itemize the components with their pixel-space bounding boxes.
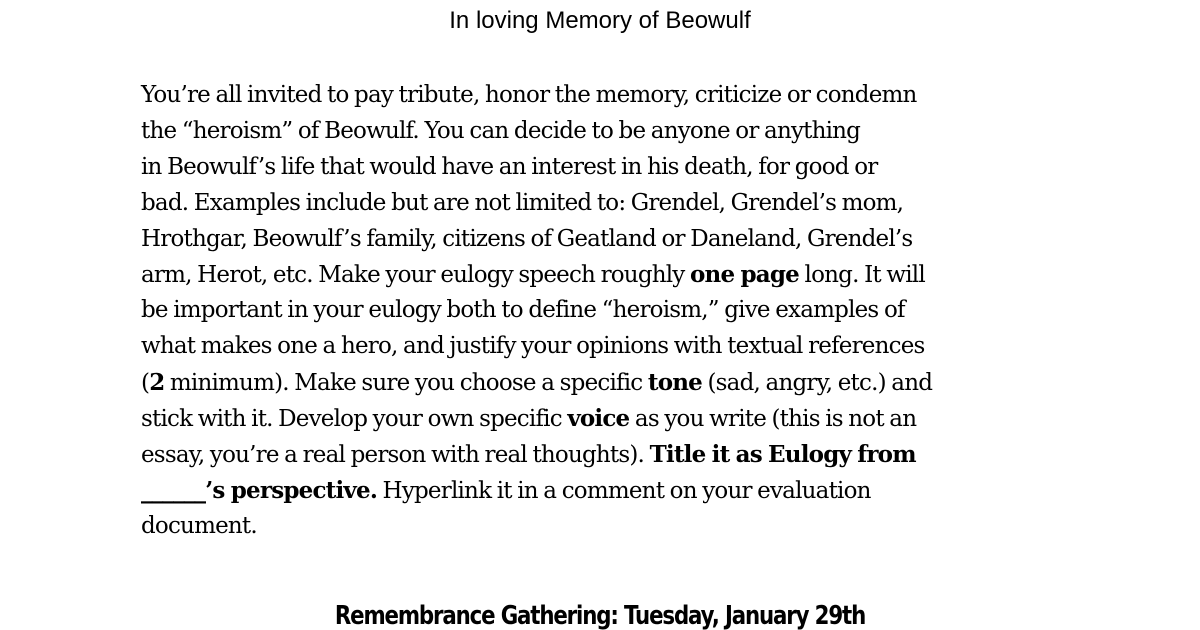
- text-run: stick with it. Develop your own specific: [141, 406, 568, 433]
- paragraph-line: [141, 186, 932, 222]
- paragraph-line: [141, 257, 932, 293]
- text-run: in Beowulf’s life that would have an interest in his death, for good or: [141, 153, 878, 180]
- paragraph-line: [141, 509, 932, 545]
- assignment-paragraph: [141, 78, 932, 545]
- bold-text-run: 2: [149, 369, 165, 397]
- text-run: Hyperlink it in a comment on your evaluation: [377, 477, 871, 504]
- text-run: arm, Herot, etc. Make your eulogy speech roughly: [141, 262, 691, 289]
- text-run: document.: [141, 512, 257, 539]
- text-run: minimum). Make sure you choose a specific: [164, 370, 648, 397]
- text-run: essay, you’re a real person with real thoughts).: [141, 441, 650, 468]
- text-run: what makes one a hero, and justify your opinions with textual references: [141, 333, 925, 360]
- gathering-heading: Remembrance Gathering: Tuesday, January 29th: [334, 601, 866, 630]
- paragraph-line: [141, 222, 932, 258]
- text-run: bad. Examples include but are not limited to: Grendel, Grendel’s mom,: [141, 189, 904, 216]
- paragraph-line: [141, 329, 932, 365]
- paragraph-line: [141, 293, 932, 329]
- paragraph-line: [141, 401, 932, 437]
- text-run: You’re all invited to pay tribute, honor the memory, criticize or condemn: [141, 82, 917, 108]
- bold-text-run: tone: [647, 369, 702, 397]
- text-run: Hrothgar, Beowulf’s family, citizens of Geatland or Daneland, Grendel’s: [141, 225, 913, 252]
- bold-text-run: one page: [690, 261, 800, 289]
- paragraph-line: [141, 437, 932, 473]
- paragraph-line: [141, 114, 932, 150]
- text-run: (sad, angry, etc.) and: [702, 370, 933, 397]
- text-run: the “heroism” of Beowulf. You can decide to be anyone or anything: [141, 117, 861, 144]
- text-run: long. It will: [799, 262, 925, 289]
- text-run: (: [141, 370, 150, 397]
- bold-text-run: Title it as Eulogy from: [649, 440, 916, 468]
- text-run: be important in your eulogy both to define “heroism,” give examples of: [141, 297, 905, 324]
- text-run: as you write (this is not an: [629, 406, 917, 433]
- bold-text-run: voice: [567, 405, 630, 433]
- bold-text-run: ______’s perspective.: [141, 476, 378, 504]
- paragraph-line: [141, 365, 932, 401]
- document-title: In loving Memory of Beowulf: [449, 7, 751, 34]
- paragraph-line: [141, 473, 932, 509]
- paragraph-line: [141, 150, 932, 186]
- paragraph-line: [141, 78, 932, 114]
